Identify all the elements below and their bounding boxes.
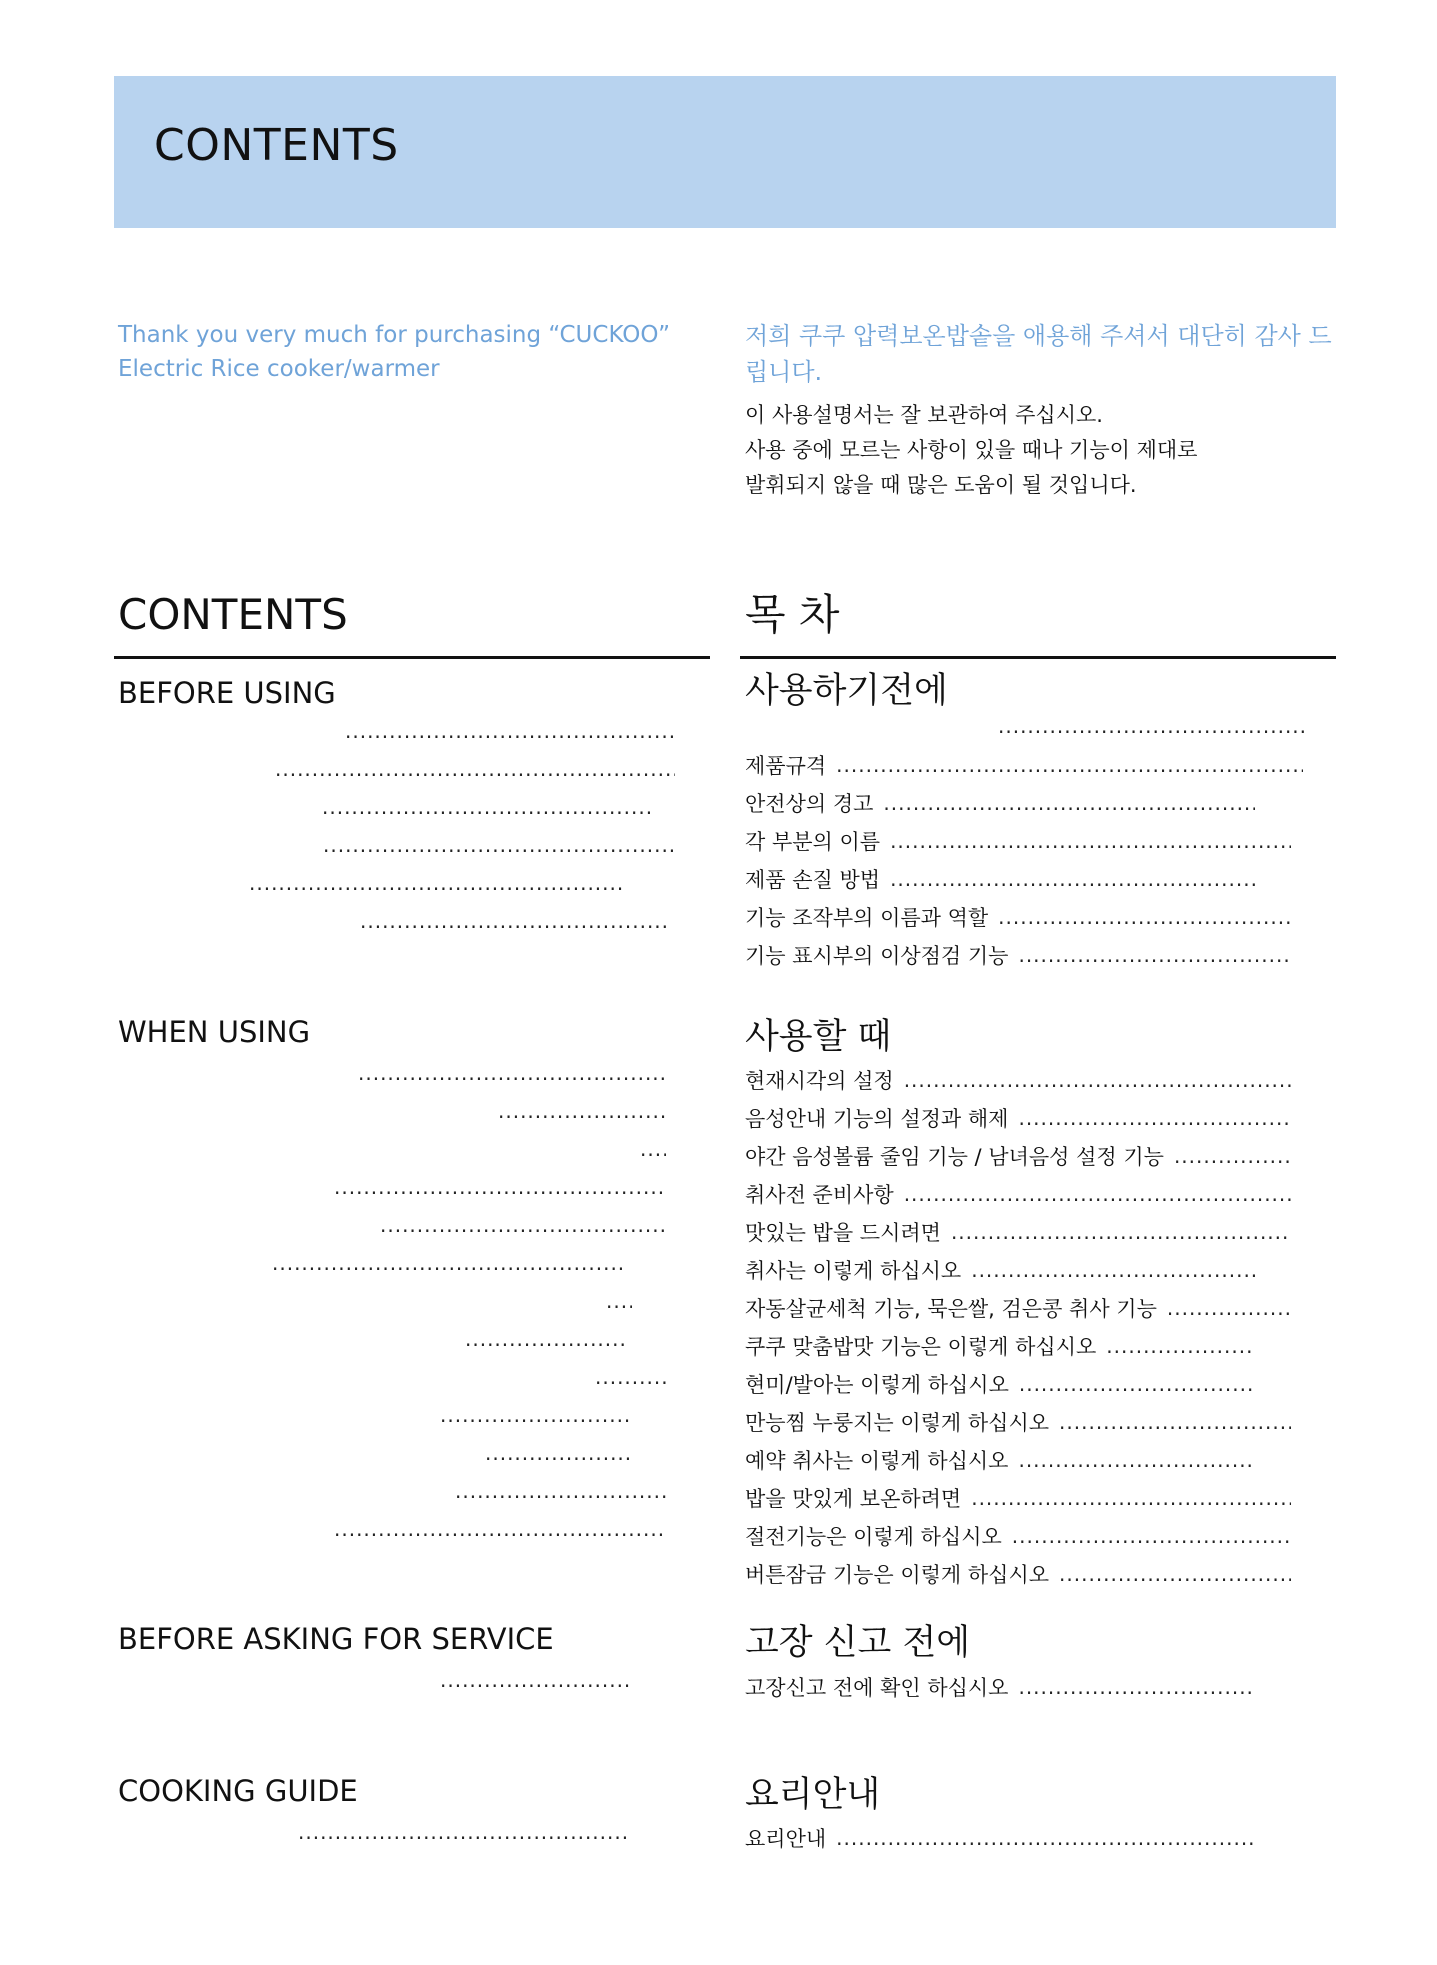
intro-korean-line: 사용 중에 모르는 사항이 있을 때나 기능이 제대로 [745,438,1198,462]
toc-leader-en [485,1440,629,1466]
toc-leader [1174,1143,1291,1169]
toc-entry-label: 기능 조작부의 이름과 역할 [745,906,989,930]
toc-leader-en [380,1212,666,1238]
toc-leader-en [334,1174,666,1200]
section-heading-en: WHEN USING [118,1015,311,1049]
toc-leader [998,904,1291,930]
intro-korean-line: 발휘되지 않을 때 많은 도움이 될 것입니다. [745,473,1137,497]
toc-entry-label: 현미/발아는 이렇게 하십시오 [745,1373,1009,1397]
section-heading-kr: 고장 신고 전에 [745,1623,971,1663]
toc-leader-en [334,1516,666,1542]
toc-entry[interactable] [745,902,1291,932]
toc-entry[interactable] [745,788,1255,818]
toc-entry[interactable] [745,864,1255,894]
section-heading-kr: 사용하기전에 [745,671,948,711]
toc-leader-en [322,794,652,820]
toc-leader-en [606,1288,632,1314]
section-heading-en: BEFORE USING [118,676,336,710]
header-banner [114,76,1336,228]
toc-leader [883,790,1255,816]
toc-entry[interactable] [745,826,1291,856]
toc-entry[interactable] [745,1103,1291,1133]
toc-entry-label: 버튼잠금 기능은 이렇게 하십시오 [745,1563,1050,1587]
toc-leader-en [498,1098,666,1124]
toc-leader-en [440,1667,630,1693]
toc-entry[interactable] [745,1255,1255,1285]
toc-entry[interactable] [745,940,1291,970]
toc-entry-label: 만능찜 누룽지는 이렇게 하십시오 [745,1411,1050,1435]
toc-entry[interactable] [745,1407,1291,1437]
heading-rule-left [114,656,710,659]
toc-leader-en [298,1819,628,1845]
toc-entry[interactable] [745,1521,1291,1551]
toc-leader-en [465,1326,629,1352]
toc-entry[interactable] [745,1217,1291,1247]
toc-entry-label: 기능 표시부의 이상점검 기능 [745,944,1009,968]
section-heading-kr: 사용할 때 [745,1017,892,1057]
toc-leader [1018,1105,1291,1131]
toc-leader-en [595,1364,667,1390]
toc-leader [890,828,1291,854]
toc-leader-en [275,756,675,782]
section-leader [998,713,1306,739]
toc-leader [1018,1674,1255,1700]
toc-leader-en [345,718,675,744]
section-heading-kr: 요리안내 [745,1775,881,1815]
toc-entry[interactable] [745,1369,1255,1399]
toc-leader [1106,1333,1255,1359]
toc-entry[interactable] [745,1065,1291,1095]
toc-entry[interactable] [745,1823,1255,1853]
banner-title: CONTENTS [154,120,399,171]
toc-leader [971,1257,1255,1283]
toc-leader [904,1181,1291,1207]
toc-entry-label: 예약 취사는 이렇게 하십시오 [745,1449,1009,1473]
toc-entry-label: 안전상의 경고 [745,792,874,816]
contents-heading-en: CONTENTS [118,590,348,639]
toc-entry[interactable] [745,1483,1291,1513]
toc-leader-en [272,1250,626,1276]
toc-entry-label: 야간 음성볼륨 줄임 기능 / 남녀음성 설정 기능 [745,1145,1164,1169]
toc-entry[interactable] [745,750,1303,780]
toc-leader [1019,1371,1255,1397]
toc-leader [1018,1447,1255,1473]
toc-entry-label: 맛있는 밥을 드시려면 [745,1221,941,1245]
toc-entry-label: 각 부분의 이름 [745,830,881,854]
toc-entry-label: 요리안내 [745,1827,827,1851]
toc-entry[interactable] [745,1179,1291,1209]
toc-leader [890,866,1255,892]
toc-leader-en [360,908,666,934]
toc-entry[interactable] [745,1141,1291,1171]
intro-korean-line: 이 사용설명서는 잘 보관하여 주십시오. [745,403,1103,427]
toc-leader-en [358,1060,666,1086]
toc-leader-en [640,1136,666,1162]
toc-entry-label: 자동살균세척 기능, 묵은쌀, 검은콩 취사 기능 [745,1297,1157,1321]
toc-leader-en [440,1402,630,1428]
heading-rule-right [740,656,1336,659]
toc-entry[interactable] [745,1445,1255,1475]
toc-leader [1018,942,1291,968]
section-heading-en: COOKING GUIDE [118,1774,358,1808]
toc-leader-en [249,870,625,896]
toc-leader [1059,1409,1291,1435]
toc-entry-label: 고장신고 전에 확인 하십시오 [745,1676,1009,1700]
toc-leader-en [323,832,675,858]
toc-leader [1167,1295,1291,1321]
toc-entry-label: 제품 손질 방법 [745,868,881,892]
intro-english: Thank you very much for purchasing “CUCKOO” Electric Rice cooker/warmer [118,322,670,382]
toc-entry-label: 음성안내 기능의 설정과 해제 [745,1107,1009,1131]
toc-leader [951,1219,1291,1245]
toc-entry-label: 쿠쿠 맞춤밥맛 기능은 이렇게 하십시오 [745,1335,1097,1359]
intro-korean-thanks: 저희 쿠쿠 압력보온밥솥을 애용해 주셔서 대단히 감사 드립니다. [745,322,1332,386]
toc-entry[interactable] [745,1331,1255,1361]
toc-leader [836,752,1303,778]
contents-heading-kr: 목 차 [745,590,840,639]
intro-korean-body [745,398,1345,503]
toc-leader [971,1485,1291,1511]
toc-entry-label: 취사전 준비사항 [745,1183,894,1207]
toc-entry-label: 제품규격 [745,754,827,778]
toc-entry-label: 현재시각의 설정 [745,1069,894,1093]
toc-leader [836,1825,1255,1851]
toc-entry[interactable] [745,1672,1255,1702]
toc-entry[interactable] [745,1293,1291,1323]
toc-entry-label: 취사는 이렇게 하십시오 [745,1259,962,1283]
toc-leader [1012,1523,1291,1549]
toc-entry-label: 밥을 맛있게 보온하려면 [745,1487,962,1511]
toc-leader [904,1067,1291,1093]
toc-leader-en [455,1478,667,1504]
section-heading-en: BEFORE ASKING FOR SERVICE [118,1622,554,1656]
toc-leader [1059,1561,1291,1587]
toc-entry[interactable] [745,1559,1291,1589]
toc-entry-label: 절전기능은 이렇게 하십시오 [745,1525,1002,1549]
